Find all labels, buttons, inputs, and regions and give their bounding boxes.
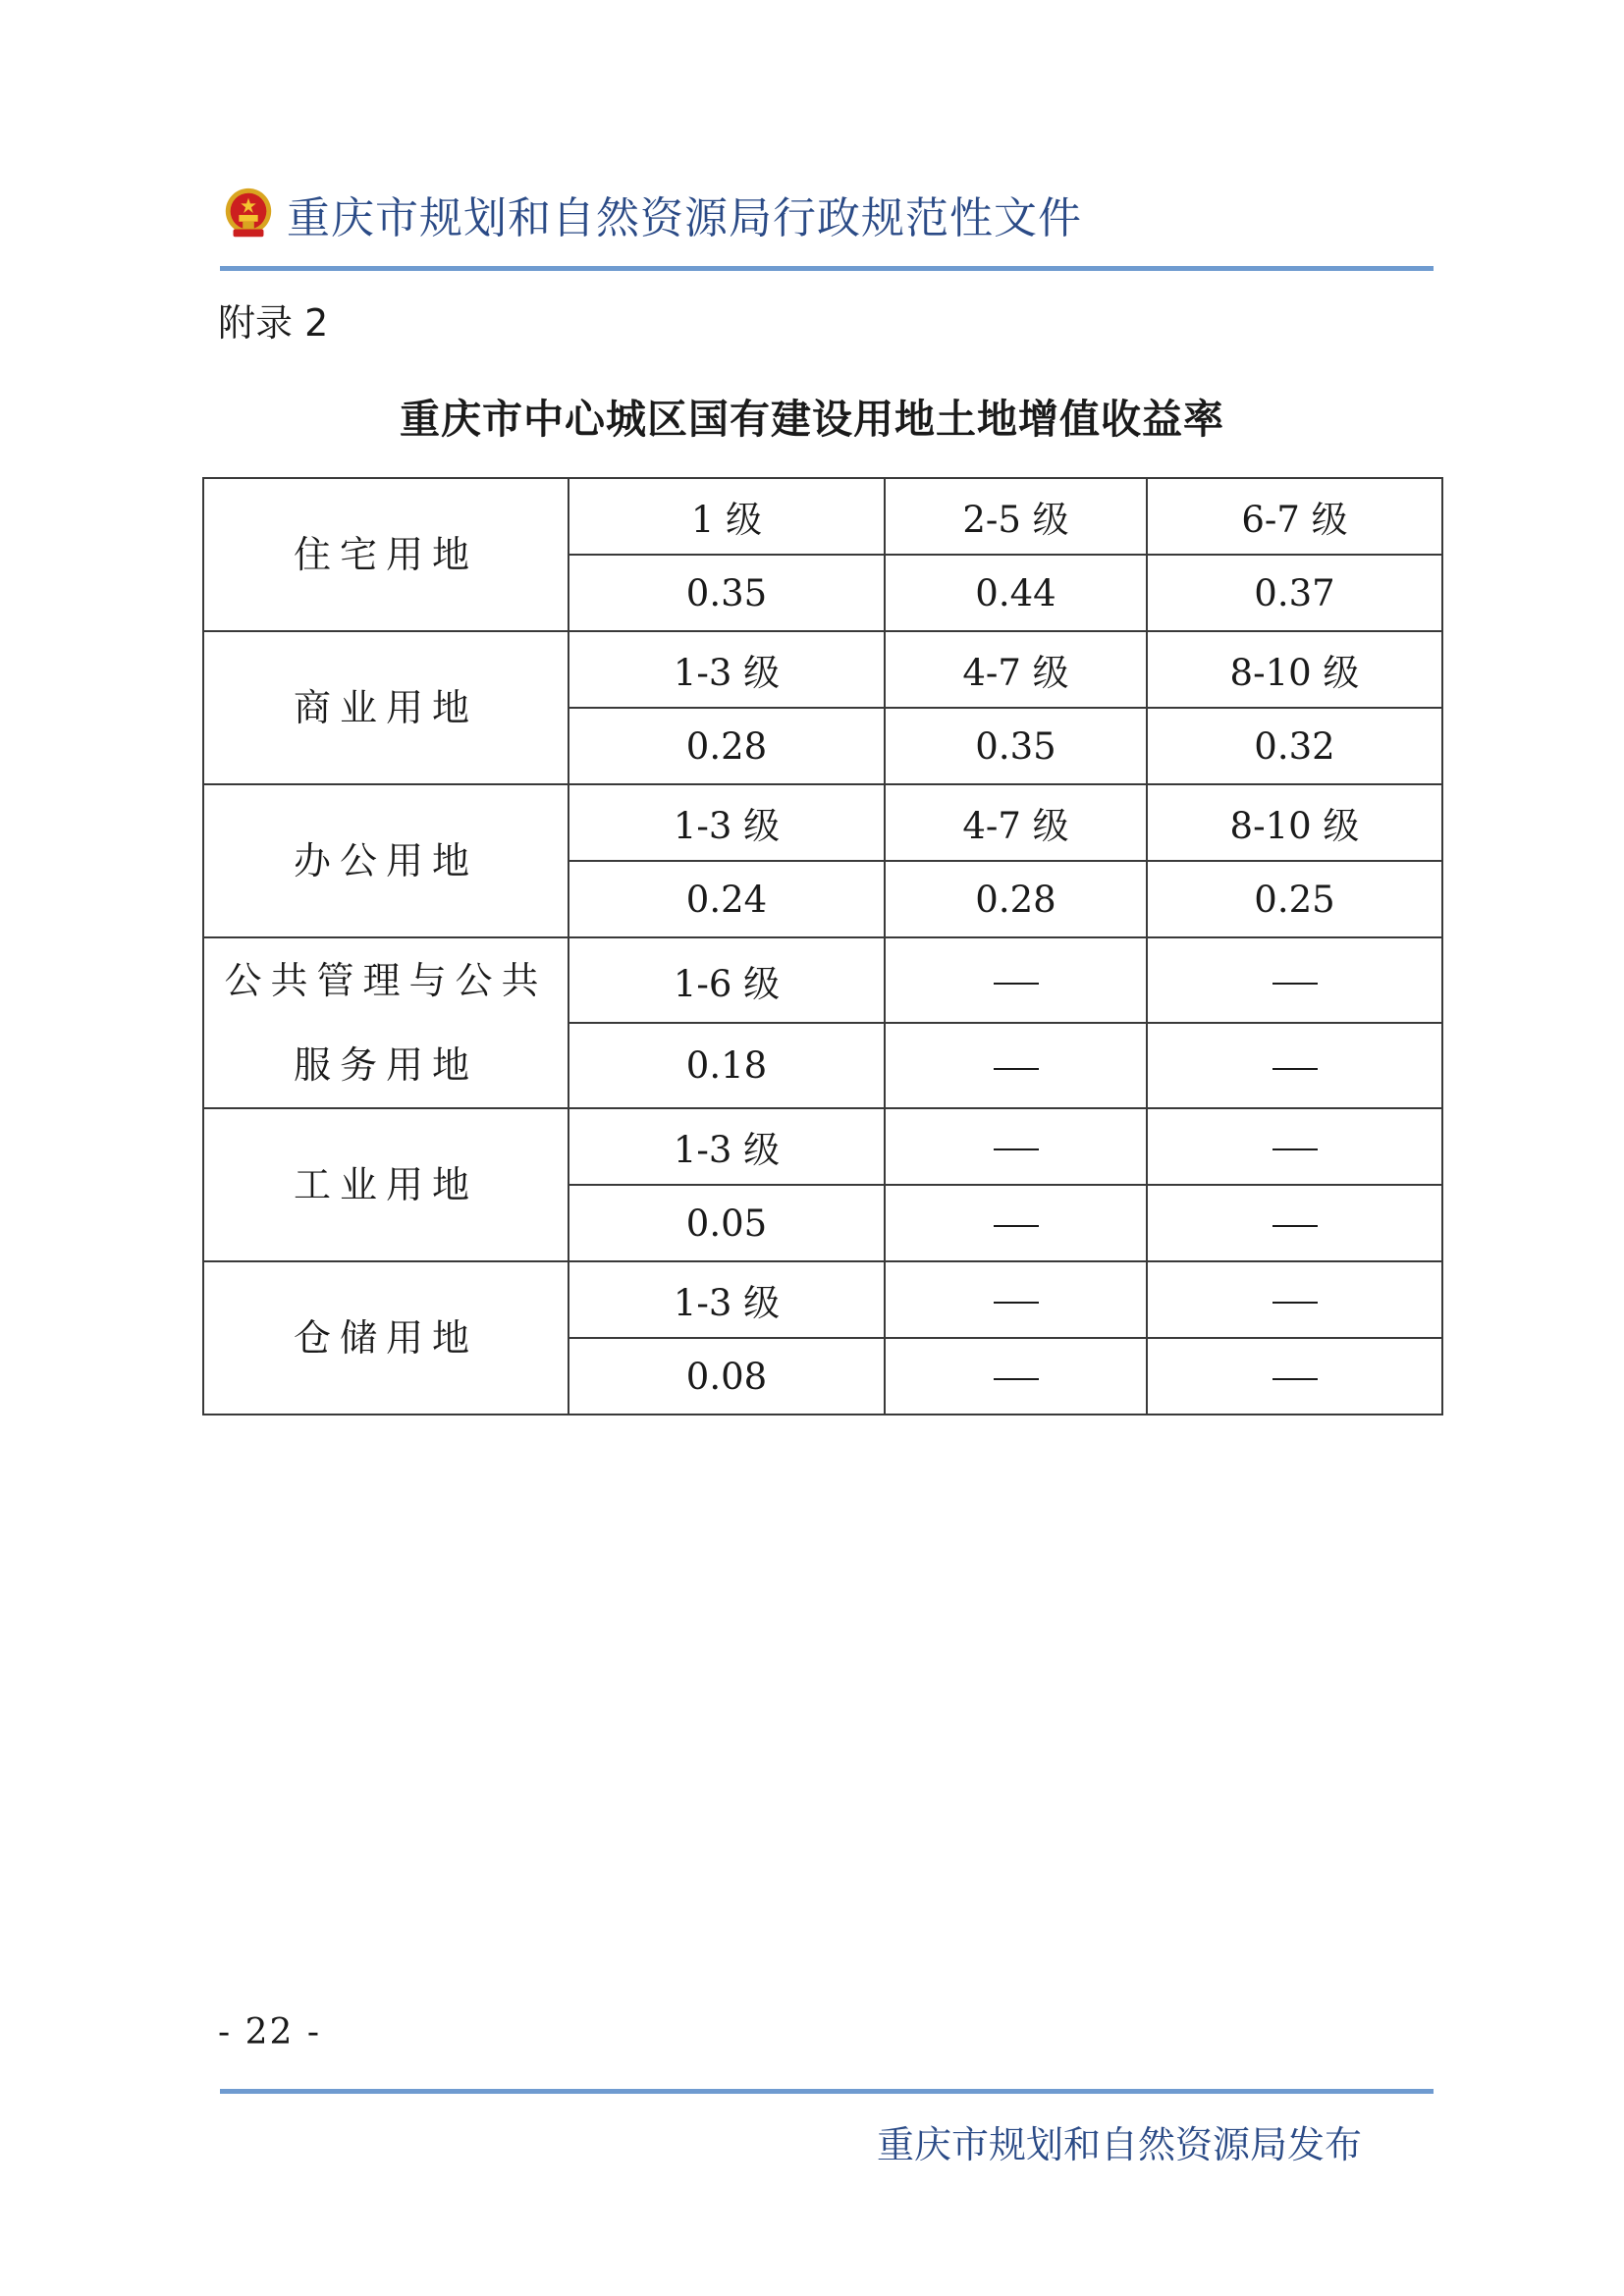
land-category-cell xyxy=(203,937,568,1108)
grade-cell: 1 级 xyxy=(568,478,885,555)
land-category-label: 仓储用地 xyxy=(293,1316,478,1360)
empty-dash-cell xyxy=(1147,1023,1442,1108)
dash-mark xyxy=(1272,1068,1318,1070)
land-category-cell xyxy=(203,1108,568,1261)
dash-mark xyxy=(994,1148,1039,1150)
land-category-cell xyxy=(203,1261,568,1415)
rate-cell: 0.28 xyxy=(885,861,1147,937)
dash-mark xyxy=(1272,983,1318,985)
empty-dash-cell xyxy=(885,937,1147,1023)
dash-mark xyxy=(1272,1225,1318,1227)
rate-cell: 0.24 xyxy=(568,861,885,937)
grade-cell: 8-10 级 xyxy=(1147,631,1442,708)
land-category-label: 公共管理与公共 xyxy=(224,959,548,1002)
rate-cell: 0.25 xyxy=(1147,861,1442,937)
empty-dash-cell xyxy=(885,1185,1147,1261)
land-category-cell xyxy=(203,478,568,631)
grade-cell: 1-3 级 xyxy=(568,1261,885,1338)
grade-cell: 8-10 级 xyxy=(1147,784,1442,861)
grade-cell: 1-3 级 xyxy=(568,631,885,708)
land-category-label: 商业用地 xyxy=(293,686,478,729)
empty-dash-cell xyxy=(885,1108,1147,1185)
dash-mark xyxy=(1272,1302,1318,1304)
rate-cell: 0.05 xyxy=(568,1185,885,1261)
dash-mark xyxy=(994,983,1039,985)
empty-dash-cell xyxy=(1147,1338,1442,1415)
grade-cell: 6-7 级 xyxy=(1147,478,1442,555)
land-category-cell xyxy=(203,784,568,937)
dash-mark xyxy=(1272,1148,1318,1150)
page-number: - 22 - xyxy=(218,2012,322,2053)
dash-mark xyxy=(1272,1378,1318,1380)
rate-cell: 0.08 xyxy=(568,1338,885,1415)
rate-cell: 0.35 xyxy=(885,708,1147,784)
land-category-label: 住宅用地 xyxy=(293,533,478,576)
table-row xyxy=(203,631,1442,708)
land-category-cell xyxy=(203,631,568,784)
rate-cell: 0.35 xyxy=(568,555,885,631)
grade-cell: 4-7 级 xyxy=(885,784,1147,861)
table-row xyxy=(203,1108,1442,1185)
rate-cell: 0.28 xyxy=(568,708,885,784)
empty-dash-cell xyxy=(885,1023,1147,1108)
land-category-label: 工业用地 xyxy=(293,1163,478,1206)
rate-cell: 0.37 xyxy=(1147,555,1442,631)
grade-cell: 1-3 级 xyxy=(568,1108,885,1185)
national-emblem-icon xyxy=(220,185,277,243)
rate-cell: 0.32 xyxy=(1147,708,1442,784)
appendix-label: 附录 2 xyxy=(218,301,329,345)
empty-dash-cell xyxy=(1147,1108,1442,1185)
table-row xyxy=(203,1261,1442,1338)
header-title: 重庆市规划和自然资源局行政规范性文件 xyxy=(287,193,1082,243)
dash-mark xyxy=(994,1225,1039,1227)
dash-mark xyxy=(994,1068,1039,1070)
empty-dash-cell xyxy=(1147,1261,1442,1338)
grade-cell: 4-7 级 xyxy=(885,631,1147,708)
table-row xyxy=(203,784,1442,861)
table-row xyxy=(203,937,1442,1023)
dash-mark xyxy=(994,1302,1039,1304)
grade-cell: 1-6 级 xyxy=(568,937,885,1023)
empty-dash-cell xyxy=(1147,937,1442,1023)
footer-divider xyxy=(220,2089,1434,2094)
table-row xyxy=(203,478,1442,555)
land-category-label: 办公用地 xyxy=(293,839,478,882)
land-value-rate-table xyxy=(202,477,1443,1415)
land-category-label: 服务用地 xyxy=(293,1043,478,1087)
dash-mark xyxy=(994,1378,1039,1380)
header-divider xyxy=(220,266,1434,271)
grade-cell: 2-5 级 xyxy=(885,478,1147,555)
grade-cell: 1-3 级 xyxy=(568,784,885,861)
footer-publisher: 重庆市规划和自然资源局发布 xyxy=(877,2123,1363,2166)
document-header xyxy=(220,183,1082,245)
document-title: 重庆市中心城区国有建设用地土地增值收益率 xyxy=(400,396,1224,443)
rate-cell: 0.18 xyxy=(568,1023,885,1108)
empty-dash-cell xyxy=(885,1338,1147,1415)
empty-dash-cell xyxy=(1147,1185,1442,1261)
rate-cell: 0.44 xyxy=(885,555,1147,631)
empty-dash-cell xyxy=(885,1261,1147,1338)
